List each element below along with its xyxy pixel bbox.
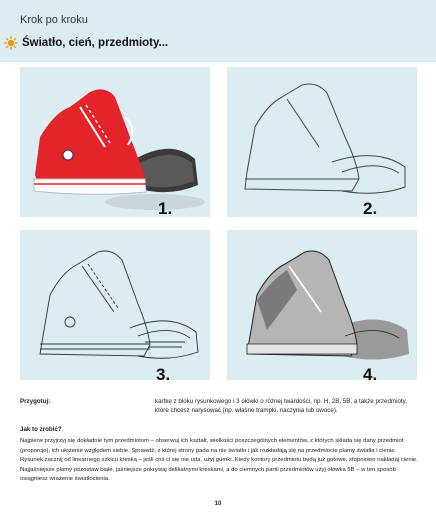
how-to-text: Najpierw przyjrzyj się dokładnie tym przedmiotom – obserwuj ich kształt, wielkości poszczególnych elementów, z których składa się dany przedmiot (proporcje), ich ułożenie względem siebie. Sprawdź, z której strony pada na nie światło i jak rozkładają się na przedmiocie plamy światła i cienie. Rysunek zacznij od linearnego szkicu kreską – jeśli coś ci się nie uda, użyj gumki. Kiedy kontury przedmiotu będą już gotowe, stopniowo nakładaj cienie. Najjaśniejsze plamy pozostaw białe, jaśniejsze pokrywaj delikatnymi kreskami, a do ciemnych partii przedmiotów użyj ołówka 5B – w ten sposób osiągniesz wrażenie światłocienia. [20, 438, 418, 483]
step-1-image [20, 67, 210, 217]
page-number: 10 [214, 501, 222, 507]
section-label: Krok po kroku [20, 14, 88, 26]
step-4-image [227, 230, 417, 384]
preparation-label: Przygotuj: [20, 398, 51, 405]
step-number: 3. [156, 365, 171, 384]
step-number: 2. [363, 199, 378, 218]
header-band [0, 0, 436, 62]
step-3-image [20, 230, 210, 384]
heading-row [4, 36, 168, 50]
step-number: 1. [158, 199, 173, 218]
step-number: 4. [363, 365, 378, 384]
how-to-label: Jak to zrobić? [20, 426, 62, 433]
sun-icon [4, 36, 18, 50]
preparation-text: kartkę z bloku rysunkowego i 3 ołówki o różnej twardości, np. H, 2B, 5B, a także przedmioty, które chcesz narysować (np. własne trampki, naczynia lub owoce). [155, 398, 407, 414]
step-2-image [227, 67, 417, 217]
page-title: Światło, cień, przedmioty... [22, 37, 169, 49]
